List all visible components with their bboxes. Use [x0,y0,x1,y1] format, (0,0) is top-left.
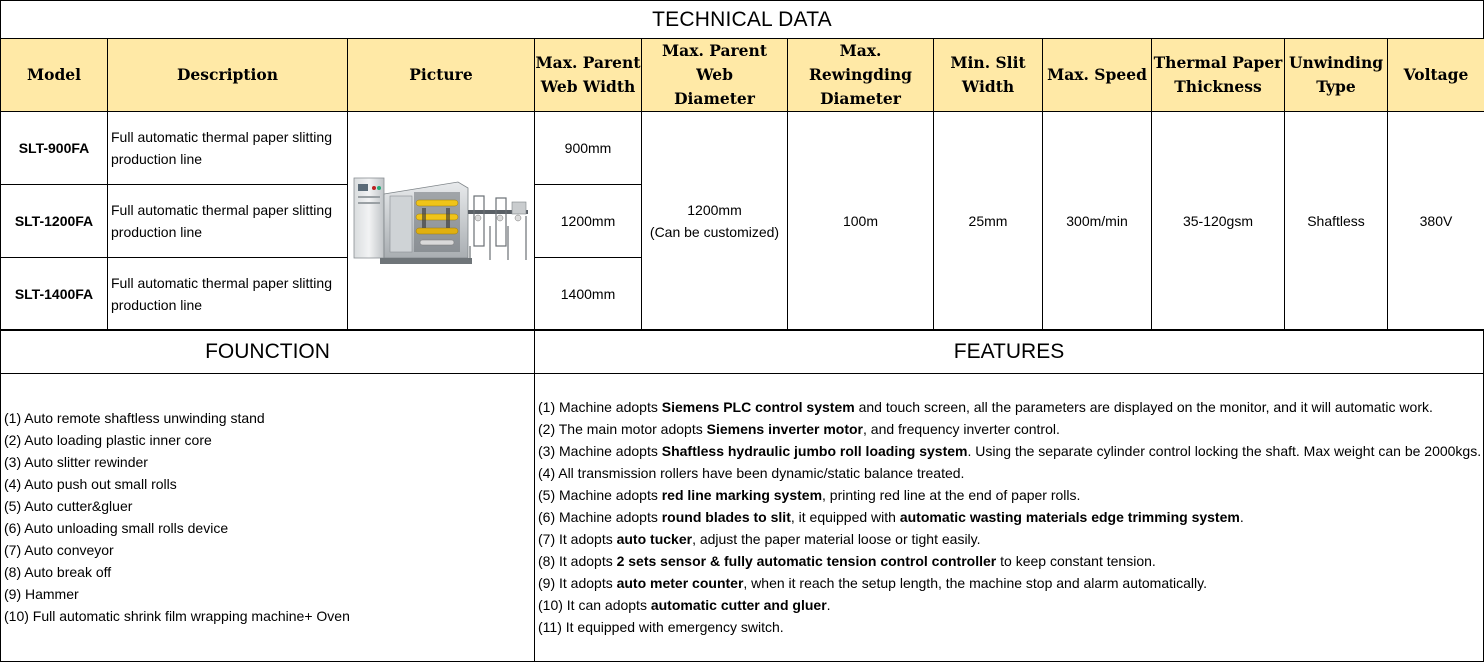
header-line: Min. Slit [950,53,1026,72]
header-speed: Max. Speed [1043,39,1152,112]
feature-highlight: automatic cutter and gluer [650,597,827,613]
feature-text: (1) Machine adopts [538,399,662,415]
web-diameter-value: 1200mm [687,202,742,218]
feature-text: , when it reach the setup length, the machine stop and alarm automatically. [743,575,1207,591]
feature-highlight: auto meter counter [616,575,744,591]
feature-text: , it equipped with [790,509,900,525]
header-web-diameter [642,39,788,112]
list-item [538,550,1481,572]
web-width-cell: 1400mm [535,258,642,331]
feature-highlight: Shaftless hydraulic jumbo roll loading system [661,443,968,459]
list-item: (6) Auto unloading small rolls device [4,520,229,536]
header-unwinding-type [1285,39,1388,112]
picture-cell [348,112,535,331]
feature-highlight: Siemens PLC control system [661,399,855,415]
description-line: Full automatic thermal paper slitting [111,202,332,218]
voltage-cell: 380V [1388,112,1484,331]
feature-text: , and frequency inverter control. [863,421,1060,437]
header-rewinding-diameter [788,39,934,112]
feature-text: (9) It adopts [538,575,617,591]
feature-text: to keep constant tension. [996,553,1156,569]
feature-highlight: 2 sets sensor & fully automatic tension control controller [616,553,997,569]
list-item: (5) Auto cutter&gluer [4,498,133,514]
sheet-title: TECHNICAL DATA [0,0,1484,39]
header-line: Thermal Paper [1153,53,1283,72]
header-description: Description [108,39,348,112]
header-slit-width [934,39,1043,112]
function-list [4,407,350,627]
features-title: FEATURES [534,329,1484,374]
list-item [538,616,1481,638]
feature-text: , adjust the paper material loose or tight easily. [692,531,981,547]
header-voltage: Voltage [1388,39,1484,112]
description-line: Full automatic thermal paper slitting [111,129,332,145]
feature-text: (11) It equipped with emergency switch. [538,619,784,635]
description-cell [108,112,348,185]
description-line: Full automatic thermal paper slitting [111,275,332,291]
feature-text: (10) It can adopts [538,597,651,613]
features-list [538,396,1481,638]
feature-text: (3) Machine adopts [538,443,662,459]
feature-text: , printing red line at the end of paper rolls. [822,487,1081,503]
header-line: Max. Rewingding [809,41,912,84]
description-cell [108,185,348,258]
list-item [538,396,1481,418]
unwinding-type-cell: Shaftless [1285,112,1388,331]
description-line: production line [111,224,203,240]
model-cell: SLT-900FA [1,112,108,185]
list-item: (10) Full automatic shrink film wrapping machine+ Oven [4,608,350,624]
thickness-cell: 35-120gsm [1152,112,1285,331]
list-item [538,418,1481,440]
list-item [538,462,1481,484]
slit-width-cell: 25mm [934,112,1043,331]
list-item: (9) Hammer [4,586,79,602]
feature-text: (2) The main motor adopts [538,421,707,437]
feature-text: . [826,597,831,613]
spec-header-row [1,39,1484,112]
feature-highlight: automatic wasting materials edge trimming system [899,509,1240,525]
slitting-machine-picture-icon [350,166,532,276]
spec-table [0,38,1484,331]
web-diameter-cell [642,112,788,331]
feature-highlight: round blades to slit [661,509,791,525]
header-picture: Picture [348,39,535,112]
list-item: (3) Auto slitter rewinder [4,454,148,470]
feature-text: (7) It adopts [538,531,617,547]
list-item [538,528,1481,550]
web-diameter-note: (Can be customized) [649,224,780,240]
list-item [538,506,1481,528]
model-cell: SLT-1400FA [1,258,108,331]
function-panel [0,373,535,662]
list-item: (8) Auto break off [4,564,112,580]
list-item: (7) Auto conveyor [4,542,114,558]
header-thickness [1152,39,1285,112]
features-panel [534,373,1484,662]
web-width-cell: 1200mm [535,185,642,258]
header-line: Diameter [674,89,755,108]
feature-highlight: auto tucker [616,531,693,547]
list-item [538,594,1481,616]
function-title: FOUNCTION [0,329,535,374]
feature-highlight: red line marking system [661,487,823,503]
feature-text: (5) Machine adopts [538,487,662,503]
header-line: Thickness [1174,77,1262,96]
list-item: (4) Auto push out small rolls [4,476,177,492]
description-line: production line [111,297,203,313]
description-line: production line [111,151,203,167]
feature-text: and touch screen, all the parameters are displayed on the monitor, and it will automatic work. [854,399,1433,415]
feature-text: (6) Machine adopts [538,509,662,525]
list-item: (2) Auto loading plastic inner core [4,432,212,448]
speed-cell: 300m/min [1043,112,1152,331]
header-line: Width [961,77,1015,96]
header-line: Type [1316,77,1356,96]
list-item [538,572,1481,594]
feature-text: . Using the separate cylinder control locking the shaft. Max weight can be 2000kgs. [967,443,1482,459]
header-line: Web Width [540,77,636,96]
rewinding-diameter-cell: 100m [788,112,934,331]
header-web-width [535,39,642,112]
header-line: Max. Parent [535,53,641,72]
bottom-section [0,329,1484,662]
header-line: Max. Parent Web [662,41,767,84]
header-model: Model [1,39,108,112]
model-cell: SLT-1200FA [1,185,108,258]
list-item [538,484,1481,506]
feature-text: . [1239,509,1244,525]
description-cell [108,258,348,331]
header-line: Unwinding [1288,53,1384,72]
header-line: Diameter [820,89,901,108]
list-item: (1) Auto remote shaftless unwinding stand [4,410,265,426]
list-item [538,440,1481,462]
web-width-cell: 900mm [535,112,642,185]
feature-text: (4) All transmission rollers have been dynamic/static balance treated. [538,465,965,481]
table-row [1,112,1484,185]
feature-highlight: Siemens inverter motor [706,421,863,437]
feature-text: (8) It adopts [538,553,617,569]
